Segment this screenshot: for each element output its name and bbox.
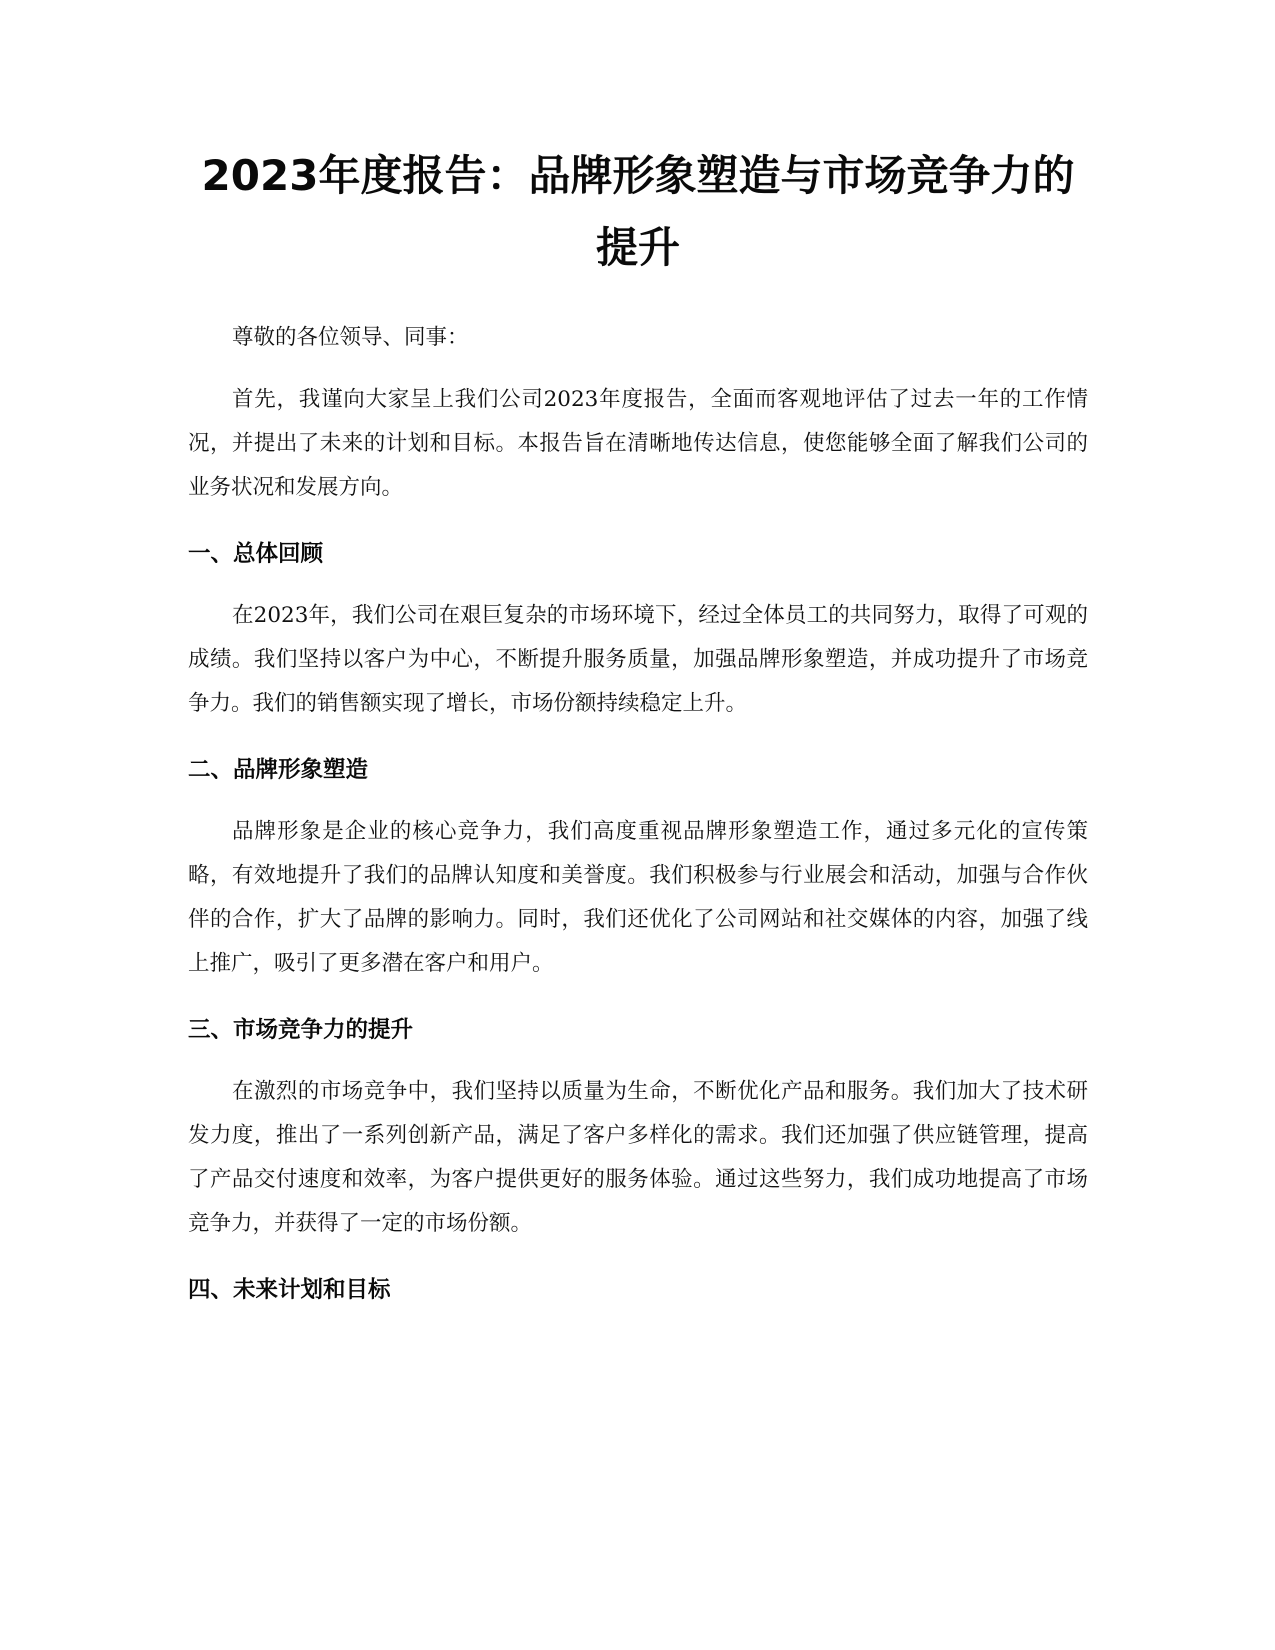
document-title: 2023年度报告：品牌形象塑造与市场竞争力的提升 (201, 151, 1075, 272)
salutation: 尊敬的各位领导、同事： (232, 325, 469, 350)
section-body-brand-image: 品牌形象是企业的核心竞争力，我们高度重视品牌形象塑造工作，通过多元化的宣传策略，有效地提升了我们的品牌认知度和美誉度。我们积极参与行业展会和活动，加强与合作伙伴的合作，扩大了品牌的影响力。同时，我们还优化了公司网站和社交媒体的内容，加强了线上推广，吸引了更多潜在客户和用户。 (188, 819, 1088, 976)
section-heading-future-plans: 四、未来计划和目标 (188, 1277, 391, 1303)
section-body-competitiveness: 在激烈的市场竞争中，我们坚持以质量为生命，不断优化产品和服务。我们加大了技术研发力度，推出了一系列创新产品，满足了客户多样化的需求。我们还加强了供应链管理，提高了产品交付速度和效率，为客户提供更好的服务体验。通过这些努力，我们成功地提高了市场竞争力，并获得了一定的市场份额。 (188, 1079, 1088, 1236)
document-content (188, 140, 1088, 1312)
section-body-overview: 在2023年，我们公司在艰巨复杂的市场环境下，经过全体员工的共同努力，取得了可观的成绩。我们坚持以客户为中心，不断提升服务质量，加强品牌形象塑造，并成功提升了市场竞争力。我们的销售额实现了增长，市场份额持续稳定上升。 (188, 603, 1088, 716)
section-heading-competitiveness: 三、市场竞争力的提升 (188, 1017, 414, 1043)
section-heading-brand-image: 二、品牌形象塑造 (188, 757, 369, 783)
section-heading-overview: 一、总体回顾 (188, 541, 324, 567)
intro-paragraph: 首先，我谨向大家呈上我们公司2023年度报告，全面而客观地评估了过去一年的工作情况，并提出了未来的计划和目标。本报告旨在清晰地传达信息，使您能够全面了解我们公司的业务状况和发展方向。 (188, 387, 1088, 500)
